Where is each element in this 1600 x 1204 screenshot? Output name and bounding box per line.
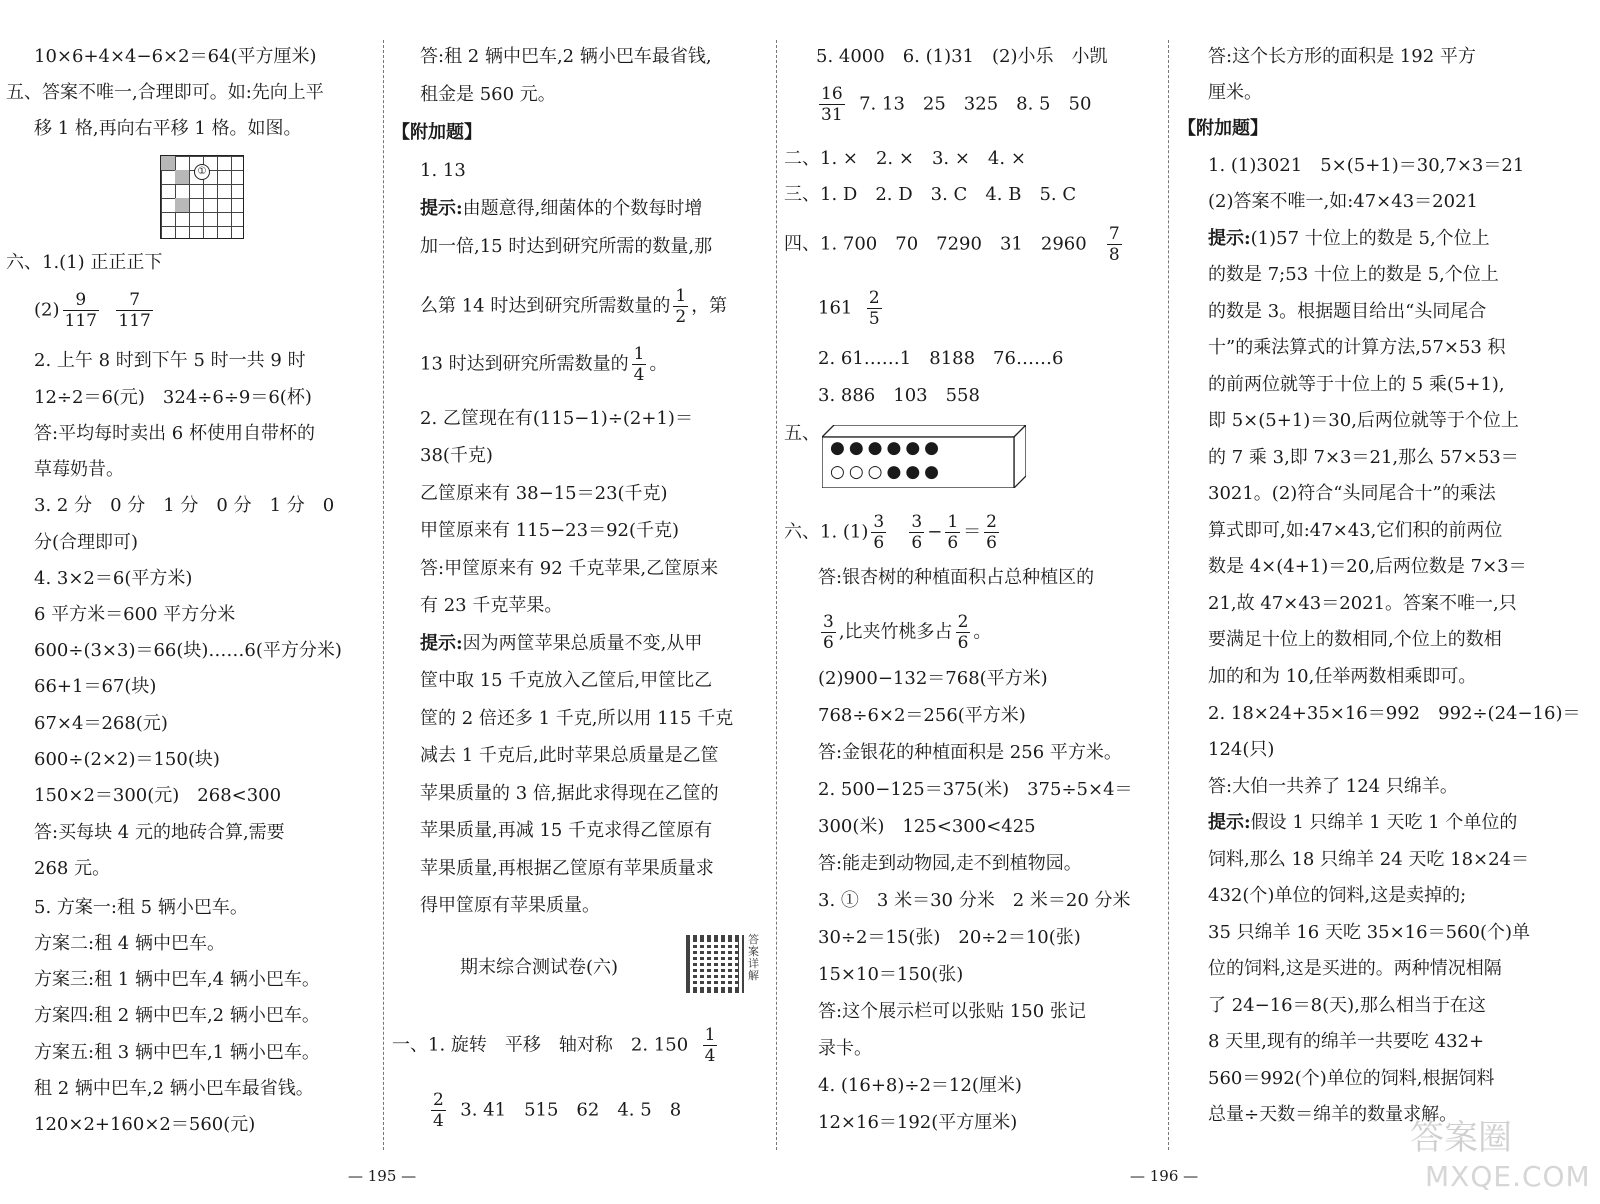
numerator: 2: [957, 612, 969, 632]
hint-label: 提示:: [420, 198, 463, 219]
numerator: 1: [675, 286, 687, 306]
text-line: 答:大伯一共养了 124 只绵羊。: [1208, 776, 1458, 797]
text-line: 六、1.(1) 正正正下: [6, 252, 163, 273]
text: 13 时达到研究所需数量的: [420, 353, 629, 375]
text-line: 即 5×(5+1)＝30,后两位就等于个位上: [1208, 410, 1519, 431]
text-line: 答:银杏树的种植面积占总种植区的: [818, 567, 1095, 588]
denominator: 6: [947, 533, 959, 553]
fraction: [63, 290, 99, 331]
text: 161: [818, 297, 853, 319]
text-line: 768÷6×2＝256(平方米): [818, 705, 1026, 726]
text-line: 苹果质量的 3 倍,据此求得现在乙筐的: [420, 783, 719, 804]
text: 一、1. 旋转 平移 轴对称 2. 150: [392, 1034, 689, 1056]
qr-code-icon: [686, 935, 744, 993]
numerator: 1: [704, 1025, 716, 1045]
text-line: 甲筐原来有 115−23＝92(千克): [420, 520, 680, 541]
text-line: 位的饲料,这是买进的。两种情况相隔: [1208, 958, 1502, 979]
numerator: 9: [63, 290, 99, 311]
numerator: 7: [1108, 224, 1120, 244]
mixed-balls-row: ○○○●●●: [830, 462, 944, 482]
fraction: [819, 84, 845, 125]
text-line: 提示:因为两筐苹果总质量不变,从甲: [420, 633, 703, 654]
black-balls-row: ●●●●●●: [830, 438, 944, 458]
text-line: 总量÷天数＝绵羊的数量求解。: [1208, 1104, 1458, 1125]
text-line: (2)答案不唯一,如:47×43＝2021: [1208, 191, 1478, 212]
text: 3. 41 515 62 4. 5 8: [460, 1099, 682, 1121]
text: 7. 13 25 325 8. 5 50: [859, 93, 1092, 115]
fraction: [867, 288, 882, 329]
text: ,比夹竹桃多占: [838, 621, 953, 643]
column-divider: [383, 40, 384, 1150]
text-line: 移 1 格,再向右平移 1 格。如图。: [34, 118, 302, 139]
text-line: 12×16＝192(平方厘米): [818, 1112, 1018, 1133]
fraction-line: [392, 1025, 720, 1066]
watermark-url: MXQE.COM: [1425, 1160, 1591, 1193]
text-line: 8 天里,现有的绵羊一共要吃 432+: [1208, 1031, 1485, 1052]
text-line: 提示:(1)57 十位上的数是 5,个位上: [1208, 228, 1490, 249]
fraction: [703, 1025, 718, 1066]
denominator: 4: [633, 365, 645, 385]
text-line: 3021。(2)符合“头同尾合十”的乘法: [1208, 483, 1496, 504]
fraction-line: [34, 290, 156, 331]
text-line: 算式即可,如:47×43,它们积的前两位: [1208, 520, 1503, 541]
text-line: 饲料,那么 18 只绵羊 24 天吃 18×24＝: [1208, 849, 1530, 870]
text-line: 加的和为 10,任举两数相乘即可。: [1208, 666, 1477, 687]
denominator: 6: [873, 533, 885, 553]
shaded-cell: [175, 198, 189, 212]
text-line: 2. 18×24+35×16＝992 992÷(24−16)＝: [1208, 703, 1581, 724]
text-line: 答:甲筐原来有 92 千克苹果,乙筐原来: [420, 558, 719, 579]
text-line: 600÷(3×3)＝66(块)……6(平方分米): [34, 640, 342, 661]
text-line: 答:金银花的种植面积是 256 平方米。: [818, 742, 1122, 763]
section-heading: 【附加题】: [1178, 118, 1268, 139]
numerator: 2: [868, 288, 880, 308]
text-line: 方案三:租 1 辆中巴车,4 辆小巴车。: [34, 969, 320, 990]
fraction: [871, 512, 886, 553]
text-line: 2. 61……1 8188 76……6: [818, 348, 1064, 369]
text-line: 要满足十位上的数相同,个位上的数相: [1208, 629, 1502, 650]
text-line: 3. ① 3 米＝30 分米 2 米＝20 分米: [818, 890, 1131, 911]
text-line: 租 2 辆中巴车,2 辆小巴车最省钱。: [34, 1078, 314, 1099]
numerator: 3: [911, 512, 923, 532]
text-line: 1. (1)3021 5×(5+1)＝30,7×3＝21: [1208, 155, 1525, 176]
fraction: [945, 512, 960, 553]
text: (2): [34, 299, 60, 321]
denominator: 31: [821, 105, 843, 125]
shaded-cell: [175, 170, 189, 184]
text-line: 三、1. D 2. D 3. C 4. B 5. C: [784, 184, 1077, 205]
text-line: 2. 500−125＝375(米) 375÷5×4＝: [818, 779, 1133, 800]
numerator: 1: [947, 512, 959, 532]
fraction-line: [818, 288, 885, 329]
text-line: 苹果质量,再减 15 千克求得乙筐原有: [420, 820, 713, 841]
fraction-line: [420, 286, 727, 327]
text-line: 方案五:租 3 辆中巴车,1 辆小巴车。: [34, 1042, 320, 1063]
fraction: [1107, 224, 1122, 265]
numerator: 16: [821, 84, 843, 104]
text-line: 分(合理即可): [34, 532, 139, 553]
text-line: 方案四:租 2 辆中巴车,2 辆小巴车。: [34, 1005, 320, 1026]
fraction-line: [428, 1090, 681, 1131]
text-line: 录卡。: [818, 1038, 872, 1059]
text-line: 67×4＝268(元): [34, 713, 168, 734]
text-line: 答:这个长方形的面积是 192 平方: [1208, 46, 1476, 67]
text-line: 432(个)单位的饲料,这是卖掉的;: [1208, 885, 1467, 906]
text-line: 苹果质量,再根据乙筐原有苹果质量求: [420, 858, 714, 879]
text-line: 减去 1 千克后,此时苹果总质量是乙筐: [420, 745, 719, 766]
text: ，第: [691, 295, 728, 317]
text: 。: [649, 353, 668, 375]
fraction-line: [816, 84, 1091, 125]
text-line: 筐的 2 倍还多 1 千克,所以用 115 千克: [420, 708, 734, 729]
text: 六、1. (1): [784, 521, 869, 543]
text-line: 的前两位就等于十位上的 5 乘(5+1),: [1208, 374, 1505, 395]
section-heading: 【附加题】: [392, 122, 482, 143]
text-line: 提示:假设 1 只绵羊 1 天吃 1 个单位的: [1208, 812, 1518, 833]
qr-label: 答案详解: [748, 933, 759, 982]
text: 。: [973, 621, 992, 643]
text-line: 4. (16+8)÷2＝12(厘米): [818, 1075, 1022, 1096]
text-line: 的 7 乘 3,即 7×3＝21,那么 57×53＝: [1208, 447, 1519, 468]
text-line: 的数是 7;53 十位上的数是 5,个位上: [1208, 264, 1499, 285]
text-line: 十”的乘法算式的计算方法,57×53 积: [1208, 337, 1506, 358]
text-line: 答:能走到动物园,走不到植物园。: [818, 853, 1082, 874]
text-line: 5. 方案一:租 5 辆小巴车。: [34, 897, 248, 918]
text-line: 五、答案不唯一,合理即可。如:先向上平: [6, 82, 324, 103]
text-line: 提示:由题意得,细菌体的个数每时增: [420, 198, 703, 219]
text-line: 2. 乙筐现在有(115−1)÷(2+1)＝: [420, 408, 693, 429]
text-line: 66+1＝67(块): [34, 676, 157, 697]
numerator: 1: [633, 344, 645, 364]
page-number-right: — 196 —: [1130, 1167, 1199, 1185]
fraction-line: [818, 612, 991, 653]
circled-label: ①: [194, 164, 210, 180]
denominator: 6: [823, 633, 834, 653]
numerator: 7: [116, 290, 152, 311]
fraction-line: [420, 344, 667, 385]
fraction: [984, 512, 999, 553]
fraction: [909, 512, 924, 553]
text-line: 2. 上午 8 时到下午 5 时一共 9 时: [34, 350, 306, 371]
text-line: 了 24−16＝8(天),那么相当于在这: [1208, 995, 1486, 1016]
numerator: 3: [873, 512, 885, 532]
fraction: [116, 290, 152, 331]
text-line: 300(米) 125<300<425: [818, 816, 1036, 837]
denominator: 4: [704, 1046, 716, 1066]
text: 么第 14 时达到研究所需数量的: [420, 295, 671, 317]
text-line: 6 平方米＝600 平方分米: [34, 604, 236, 625]
fraction: [821, 612, 836, 653]
text-line: (2)900−132＝768(平方米): [818, 668, 1048, 689]
text-line: 124(只): [1208, 739, 1275, 760]
fraction: [673, 286, 688, 327]
text-line: 草莓奶昔。: [34, 459, 124, 480]
text-line: 21,故 47×43＝2021。答案不唯一,只: [1208, 593, 1517, 614]
text-line: 560＝992(个)单位的饲料,根据饲料: [1208, 1068, 1495, 1089]
text-line: 得甲筐原有苹果质量。: [420, 895, 600, 916]
fraction: [956, 612, 971, 653]
hint-label: 提示:: [1208, 228, 1251, 249]
fraction: [431, 1090, 446, 1131]
numerator: 2: [433, 1090, 444, 1110]
text-line: 600÷(2×2)＝150(块): [34, 749, 220, 770]
test-title: 期末综合测试卷(六): [460, 957, 619, 978]
fraction-line: [784, 512, 1002, 553]
text-line: 5. 4000 6. (1)31 (2)小乐 小凯: [816, 46, 1108, 67]
text-line: 35 只绵羊 16 天吃 35×16＝560(个)单: [1208, 922, 1530, 943]
text-line: 15×10＝150(张): [818, 964, 964, 985]
text-line: 答:买每块 4 元的地砖合算,需要: [34, 822, 285, 843]
text-line: 150×2＝300(元) 268<300: [34, 785, 282, 806]
text-line: 数是 4×(4+1)＝20,后两位数是 7×3＝: [1208, 556, 1527, 577]
numerator: 3: [823, 612, 834, 632]
hint-label: 提示:: [420, 633, 463, 654]
text-line: 答:租 2 辆中巴车,2 辆小巴车最省钱,: [420, 46, 712, 67]
numerator: 2: [986, 512, 997, 532]
text-line: 二、1. × 2. × 3. × 4. ×: [784, 148, 1026, 169]
text-line: 12÷2＝6(元) 324÷6÷9＝6(杯): [34, 387, 312, 408]
text-line: 120×2+160×2＝560(元): [34, 1114, 256, 1135]
text: 四、1. 700 70 7290 31 2960: [784, 233, 1087, 255]
text-line: 加一倍,15 时达到研究所需的数量,那: [420, 236, 713, 257]
denominator: 8: [1108, 245, 1120, 265]
text-line: 4. 3×2＝6(平方米): [34, 568, 193, 589]
text-line: 厘米。: [1208, 82, 1262, 103]
denominator: 4: [433, 1111, 444, 1131]
equals-sign: ＝: [963, 521, 982, 543]
text-line: 乙筐原来有 38−15＝23(千克): [420, 483, 668, 504]
denominator: 117: [64, 311, 97, 331]
text-line: 10×6+4×4−6×2＝64(平方厘米): [34, 46, 317, 67]
watermark-logo: 答案圈: [1410, 1118, 1512, 1158]
text-line: 的数是 3。根据题目给出“头同尾合: [1208, 301, 1487, 322]
text-line: 30÷2＝15(张) 20÷2＝10(张): [818, 927, 1081, 948]
text-line: 有 23 千克苹果。: [420, 595, 563, 616]
text-line: 租金是 560 元。: [420, 84, 556, 105]
text-line: 五、: [784, 423, 820, 444]
text-line: 答:这个展示栏可以张贴 150 张记: [818, 1001, 1086, 1022]
text-line: 268 元。: [34, 858, 111, 879]
denominator: 6: [957, 633, 969, 653]
denominator: 2: [675, 307, 687, 327]
minus-sign: −: [927, 521, 943, 543]
text-line: 筐中取 15 千克放入乙筐后,甲筐比乙: [420, 670, 713, 691]
denominator: 6: [911, 533, 923, 553]
column-divider: [776, 40, 777, 1150]
translation-grid-figure: [160, 155, 244, 239]
hint-label: 提示:: [1208, 812, 1251, 833]
page-number-left: — 195 —: [348, 1167, 417, 1185]
denominator: 6: [986, 533, 997, 553]
text-line: 1. 13: [420, 160, 466, 181]
text-line: 方案二:租 4 辆中巴车。: [34, 933, 225, 954]
fraction-line: [784, 224, 1125, 265]
text-line: 3. 886 103 558: [818, 385, 980, 406]
fraction: [632, 344, 647, 385]
text-line: 3. 2 分 0 分 1 分 0 分 1 分 0: [34, 495, 335, 516]
denominator: 5: [868, 309, 880, 329]
text-line: 38(千克): [420, 445, 493, 466]
denominator: 117: [118, 311, 151, 331]
column-divider: [1168, 40, 1169, 1150]
text-line: 答:平均每时卖出 6 杯使用自带杯的: [34, 423, 315, 444]
shaded-cell: [161, 156, 175, 170]
